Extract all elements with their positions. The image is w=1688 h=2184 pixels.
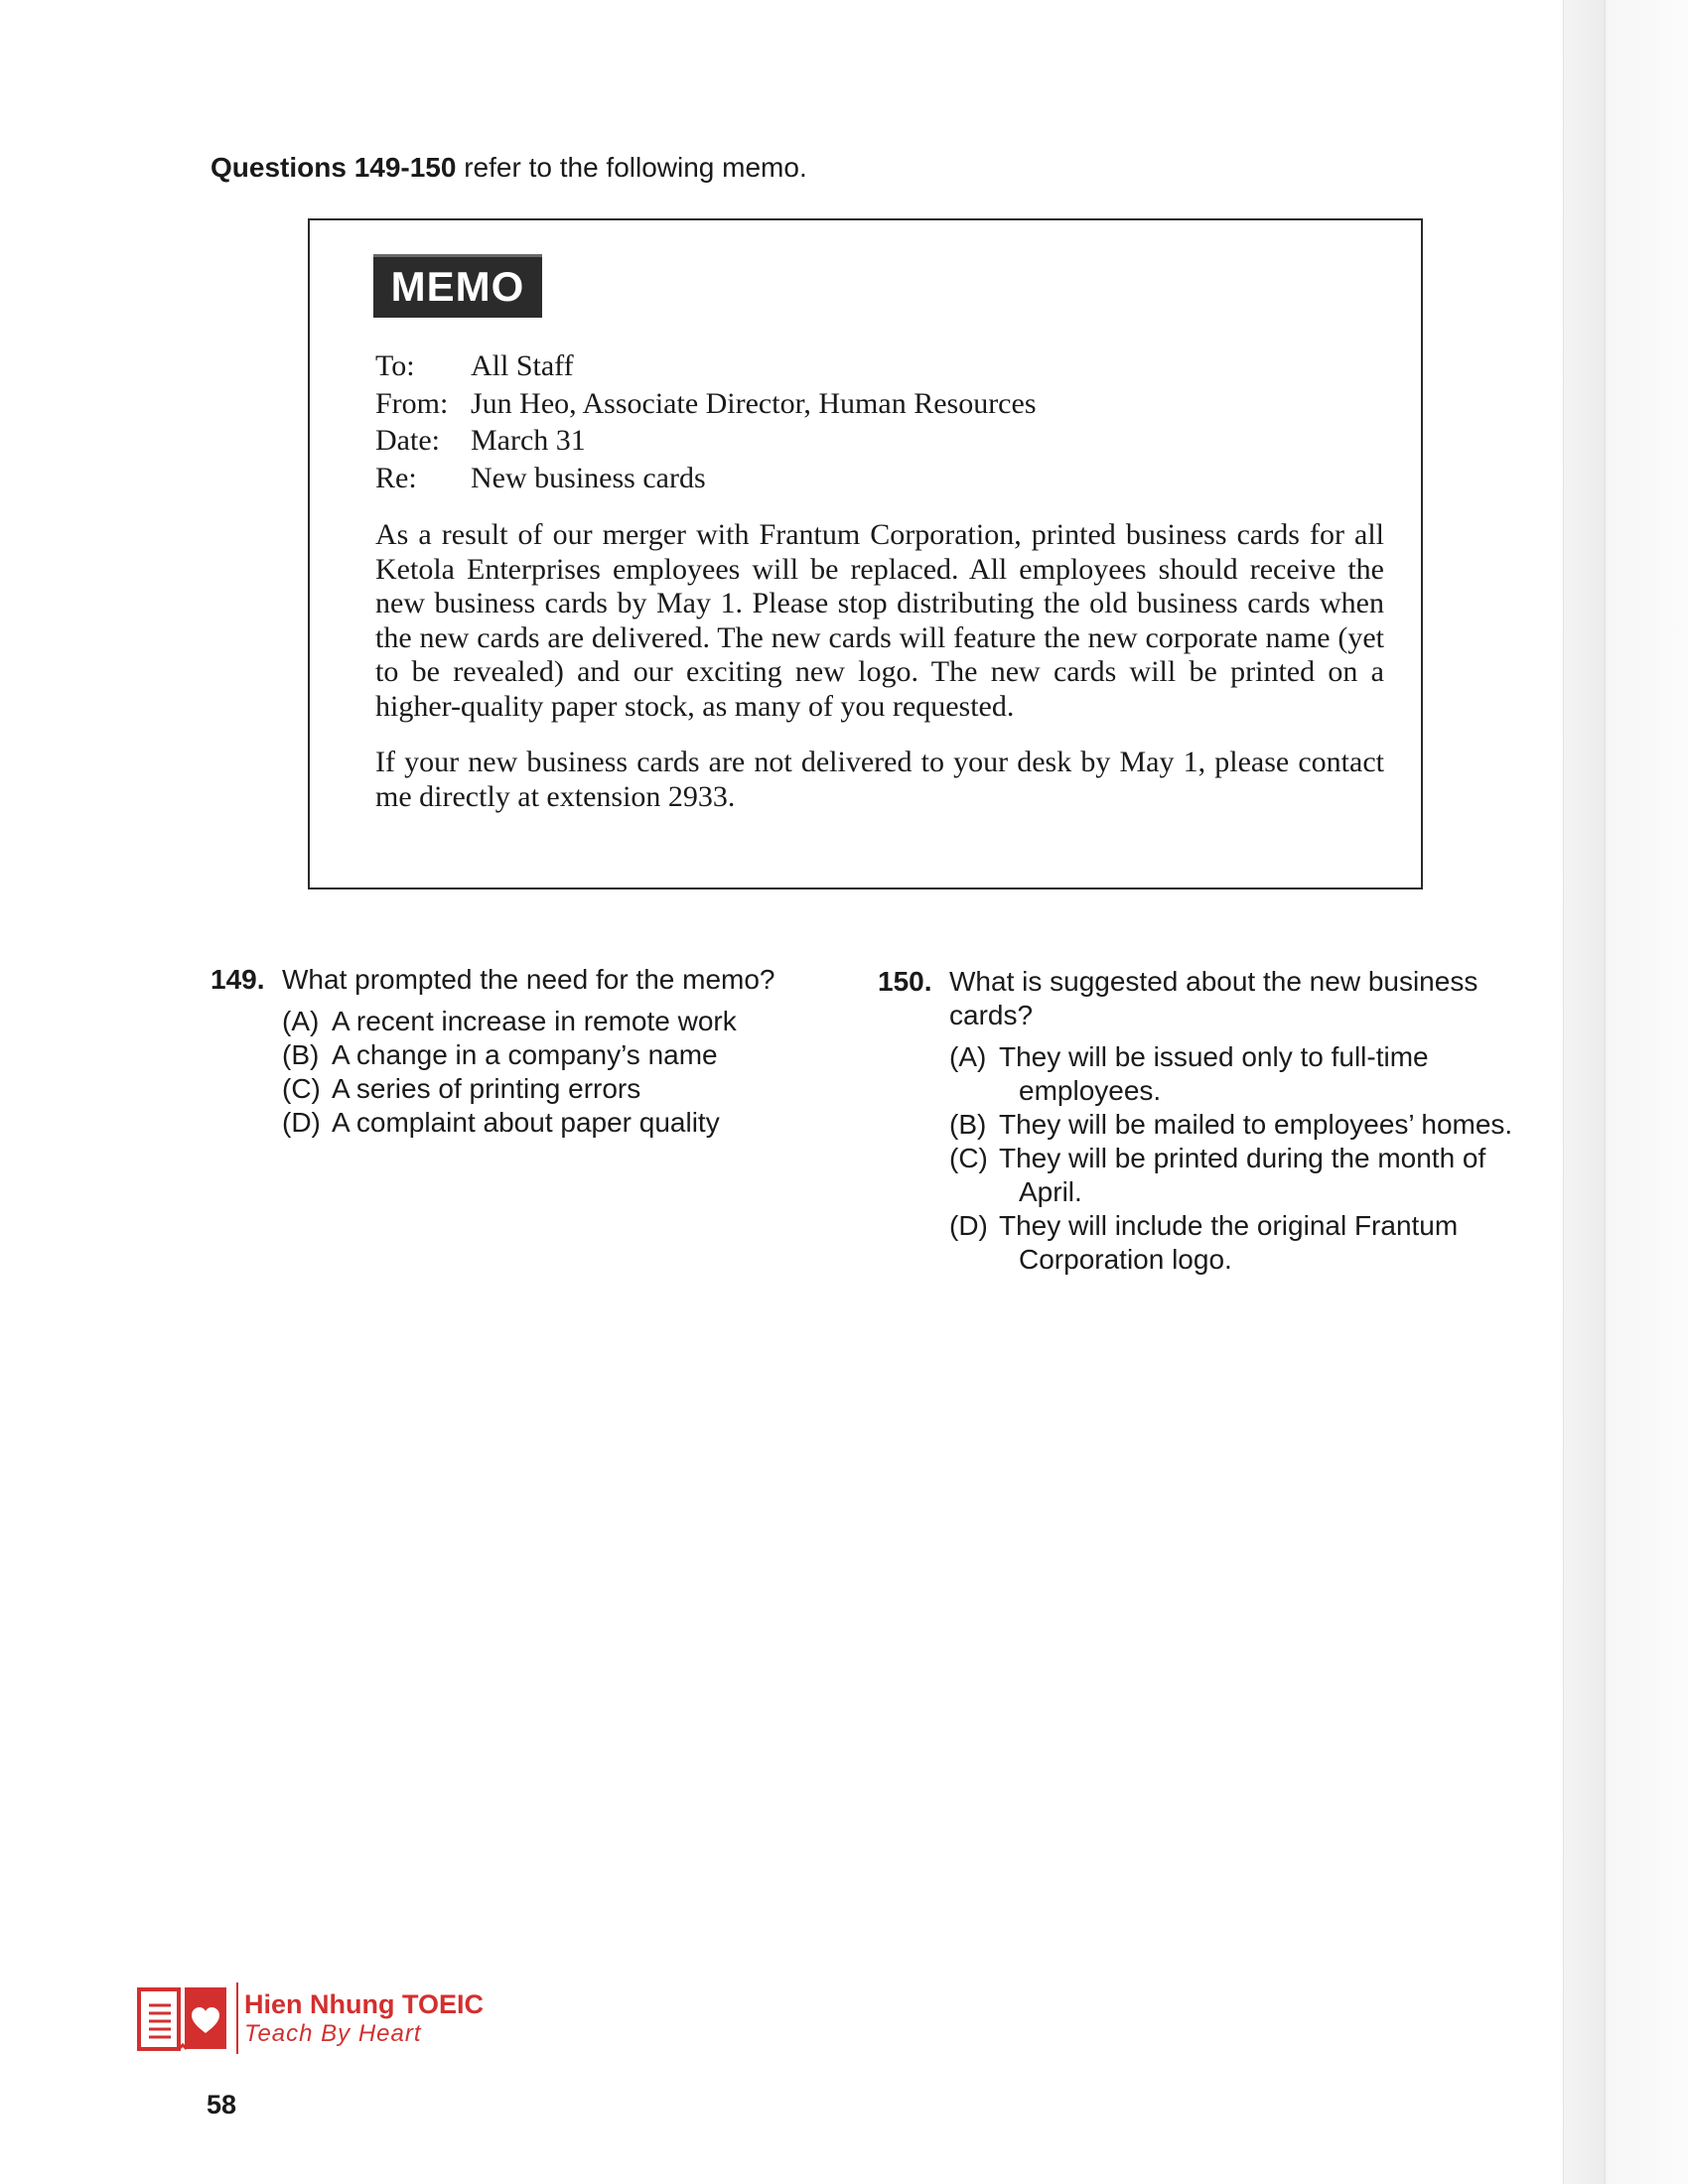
option-letter: (A) xyxy=(282,1006,320,1036)
memo-from-value: Jun Heo, Associate Director, Human Resources xyxy=(471,386,1037,420)
memo-re-label: Re: xyxy=(375,461,417,494)
option-text: A recent increase in remote work xyxy=(332,1006,737,1036)
option-text: A series of printing errors xyxy=(332,1073,641,1104)
option-letter: (A) xyxy=(949,1041,987,1072)
memo-badge: MEMO xyxy=(373,254,542,318)
answer-option-d[interactable] xyxy=(949,1209,1513,1277)
logo-text xyxy=(244,1988,484,2048)
memo-body xyxy=(375,518,1384,836)
memo-date-row xyxy=(375,422,1037,460)
question-text: What is suggested about the new business cards? xyxy=(949,966,1478,1030)
logo-divider xyxy=(236,1982,238,2054)
question-149 xyxy=(211,963,846,1140)
logo-subtitle: Teach By Heart xyxy=(244,2020,422,2047)
answer-option-d[interactable] xyxy=(282,1106,846,1140)
brand-logo xyxy=(137,1982,484,2054)
option-text: They will be mailed to employees’ homes. xyxy=(999,1109,1513,1140)
option-text: A complaint about paper quality xyxy=(332,1107,720,1138)
open-book-heart-icon xyxy=(137,1983,228,2053)
memo-from-row xyxy=(375,385,1037,423)
answer-option-c[interactable] xyxy=(282,1072,846,1106)
option-text: They will be printed during the month of April. xyxy=(999,1143,1486,1207)
questions-range: Questions 149-150 xyxy=(211,152,457,183)
option-text: A change in a company’s name xyxy=(332,1039,718,1070)
question-text: What prompted the need for the memo? xyxy=(282,964,775,995)
memo-date-value: March 31 xyxy=(471,424,586,457)
answer-option-a[interactable] xyxy=(282,1005,846,1038)
page-edge xyxy=(1563,0,1688,2184)
memo-re-value: New business cards xyxy=(471,461,706,494)
memo-box xyxy=(308,218,1423,889)
memo-paragraph: As a result of our merger with Frantum Corporation, printed business cards for all Ketola Enterprises employees will be replaced. All employees should receive the new business cards by May 1. Please stop distributing the old business cards when the new cards are delivered. The new cards will feature the new corporate name (yet to be revealed) and our exciting new logo. The new cards will be printed on a higher-quality paper stock, as many of you requested. xyxy=(375,518,1384,723)
option-letter: (C) xyxy=(949,1143,988,1173)
memo-date-label: Date: xyxy=(375,424,440,457)
question-number: 150. xyxy=(878,966,932,997)
question-stem xyxy=(211,963,846,997)
answer-options xyxy=(949,1040,1513,1277)
option-text: They will be issued only to full-time employees. xyxy=(999,1041,1429,1106)
question-stem xyxy=(878,965,1513,1032)
answer-options xyxy=(282,1005,846,1140)
option-letter: (B) xyxy=(282,1039,320,1070)
memo-from-label: From: xyxy=(375,386,449,420)
option-letter: (D) xyxy=(949,1210,988,1241)
intro-rest: refer to the following memo. xyxy=(456,152,807,183)
answer-option-c[interactable] xyxy=(949,1142,1513,1209)
question-number: 149. xyxy=(211,964,265,995)
answer-option-a[interactable] xyxy=(949,1040,1513,1108)
page-number: 58 xyxy=(207,2090,237,2119)
answer-option-b[interactable] xyxy=(949,1108,1513,1142)
memo-to-row xyxy=(375,347,1037,385)
question-150 xyxy=(878,965,1513,1277)
memo-re-row xyxy=(375,460,1037,497)
questions-intro xyxy=(211,151,807,185)
answer-option-b[interactable] xyxy=(282,1038,846,1072)
memo-to-label: To: xyxy=(375,349,415,382)
option-letter: (C) xyxy=(282,1073,321,1104)
memo-header xyxy=(375,347,1037,496)
logo-title: Hien Nhung TOEIC xyxy=(244,1989,484,2019)
memo-to-value: All Staff xyxy=(471,349,574,382)
option-letter: (B) xyxy=(949,1109,987,1140)
option-letter: (D) xyxy=(282,1107,321,1138)
option-text: They will include the original Frantum Corporation logo. xyxy=(999,1210,1459,1275)
memo-paragraph: If your new business cards are not delivered to your desk by May 1, please contact me directly at extension 2933. xyxy=(375,746,1384,813)
